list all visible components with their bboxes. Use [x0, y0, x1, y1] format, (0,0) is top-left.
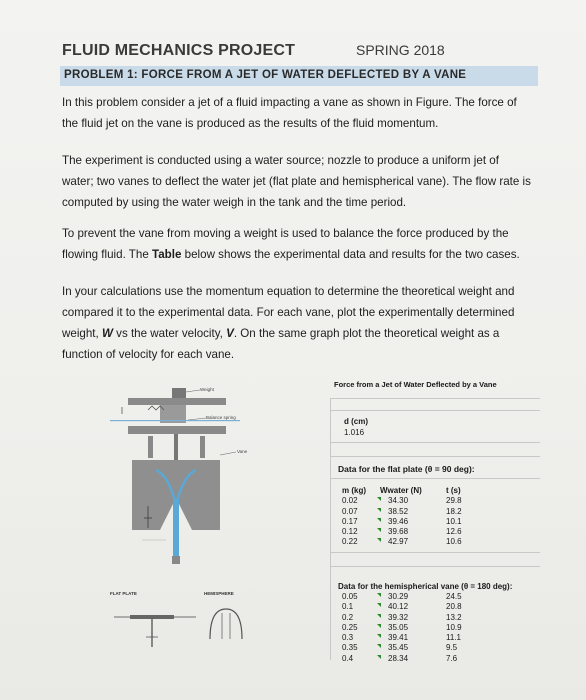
table-cell: 0.07 — [342, 506, 358, 516]
table-cell: 38.52 — [388, 506, 409, 516]
flat-plate-title: Data for the flat plate (θ = 90 deg): — [338, 464, 475, 474]
page-title: FLUID MECHANICS PROJECT — [62, 42, 296, 59]
check-mark-icon — [377, 497, 381, 501]
table-cell: 34.30 — [388, 496, 409, 506]
table-cell: 39.41 — [388, 633, 409, 643]
table-cell: 39.46 — [388, 516, 409, 526]
flat-plate-label: FLAT PLATE — [110, 591, 137, 596]
hemisphere-vane-icon — [210, 609, 242, 639]
check-mark-icon — [377, 614, 381, 618]
weight-block — [172, 388, 186, 398]
table-cell: 39.68 — [388, 527, 409, 537]
table-cell: 35.45 — [388, 643, 409, 653]
table-cell: 29.8 — [446, 496, 462, 506]
check-mark-icon — [377, 538, 381, 542]
term-label: SPRING 2018 — [356, 42, 445, 58]
check-mark-icon — [377, 624, 381, 628]
table-cell: 0.22 — [342, 537, 358, 547]
table-cell: 0.25 — [342, 622, 358, 632]
table-cell: 0.1 — [342, 602, 354, 612]
paragraph-balance-a: To prevent the vane from moving a weight is used to balance the force produced by the flowing fluid. The — [62, 227, 509, 261]
column-header: Wwater (N) — [380, 486, 422, 495]
vane-shaft — [174, 434, 178, 460]
check-mark-icon — [377, 508, 381, 512]
check-mark-icon — [377, 655, 381, 659]
problem-heading-bar — [60, 66, 538, 86]
results-panel — [330, 380, 560, 680]
table-cell: 39.32 — [388, 612, 409, 622]
table-cell: 10.6 — [446, 537, 462, 547]
table-cell: 35.05 — [388, 622, 409, 632]
table-cell: 9.5 — [446, 643, 458, 653]
paragraph-experiment: The experiment is conducted using a water source; nozzle to produce a uniform jet of water; two vanes to deflect the water jet (flat plate and hemispherical vane). The flow rate is computed by using the water weigh in the tank and the time period. — [62, 154, 531, 209]
check-mark-icon — [377, 593, 381, 597]
weight-symbol: W — [101, 327, 113, 340]
check-mark-icon — [377, 518, 381, 522]
table-cell: 10.9 — [446, 622, 462, 632]
balance-beam — [128, 398, 226, 405]
table-cell: 0.35 — [342, 643, 358, 653]
hemisphere-title: Data for the hemispherical vane (θ = 180 deg): — [338, 582, 513, 591]
check-mark-icon — [377, 528, 381, 532]
table-cell: 0.02 — [342, 496, 358, 506]
table-cell: 0.2 — [342, 612, 354, 622]
column-header: m (kg) — [342, 486, 366, 495]
table-cell: 28.34 — [388, 653, 409, 663]
problem-heading: PROBLEM 1: FORCE FROM A JET OF WATER DEFLECTED BY A VANE — [64, 69, 467, 81]
table-cell: 0.05 — [342, 592, 358, 601]
table-cell: 10.1 — [446, 516, 462, 526]
velocity-symbol: V — [226, 327, 234, 340]
table-cell: 12.6 — [446, 527, 462, 537]
table-cell: 0.17 — [342, 516, 358, 526]
table-cell: 40.12 — [388, 602, 409, 612]
table-cell: 7.6 — [446, 653, 458, 663]
check-mark-icon — [377, 644, 381, 648]
results-title: Force from a Jet of Water Deflected by a Vane — [334, 380, 497, 389]
weight-label: Weight — [200, 387, 214, 392]
table-word: Table — [152, 248, 182, 261]
table-cell: 42.97 — [388, 537, 409, 547]
table-cell: 0.12 — [342, 527, 358, 537]
vane-types-diagram — [108, 585, 288, 665]
table-cell: 18.2 — [446, 506, 462, 516]
diameter-label: d (cm) — [344, 417, 368, 426]
paragraph-calc-b: vs the water velocity, — [112, 327, 227, 340]
table-cell: 0.4 — [342, 653, 354, 663]
paragraph-calc-a: In your calculations use the momentum equation to determine the theoretical weight and compared it to the experimental data. For each vane, plot the experimentally determined weight, — [62, 285, 515, 340]
table-cell: 20.8 — [446, 602, 462, 612]
paragraph-calculations — [62, 281, 532, 365]
paragraph-intro: In this problem consider a jet of a fluid impacting a vane as shown in Figure. The force of the fluid jet on the vane is produced as the results of the fluid momentum. — [62, 96, 517, 130]
flat-plate-icon — [130, 615, 174, 619]
check-mark-icon — [377, 634, 381, 638]
paragraph-calc-c: . On the same graph plot the theoretical weight as a function of velocity for each vane. — [62, 327, 500, 361]
water-jet — [173, 498, 179, 558]
paragraph-balance — [62, 223, 532, 265]
platform — [128, 426, 226, 434]
hemisphere-label: HEMISPHERE — [204, 591, 234, 596]
table-cell: 11.1 — [446, 633, 461, 643]
table-cell: 13.2 — [446, 612, 462, 622]
spring-label: Balance spring — [206, 415, 236, 420]
table-cell: 0.3 — [342, 633, 354, 643]
table-cell: 30.29 — [388, 592, 409, 601]
check-mark-icon — [377, 603, 381, 607]
apparatus-diagram — [108, 380, 288, 580]
nozzle — [172, 556, 180, 564]
table-cell: 24.5 — [446, 592, 462, 601]
diameter-value: 1.016 — [344, 428, 365, 437]
column-header: t (s) — [446, 486, 461, 495]
paragraph-balance-b: below shows the experimental data and results for the two cases. — [181, 248, 520, 261]
document-header — [62, 42, 532, 64]
vane-label: Vane — [237, 449, 248, 454]
